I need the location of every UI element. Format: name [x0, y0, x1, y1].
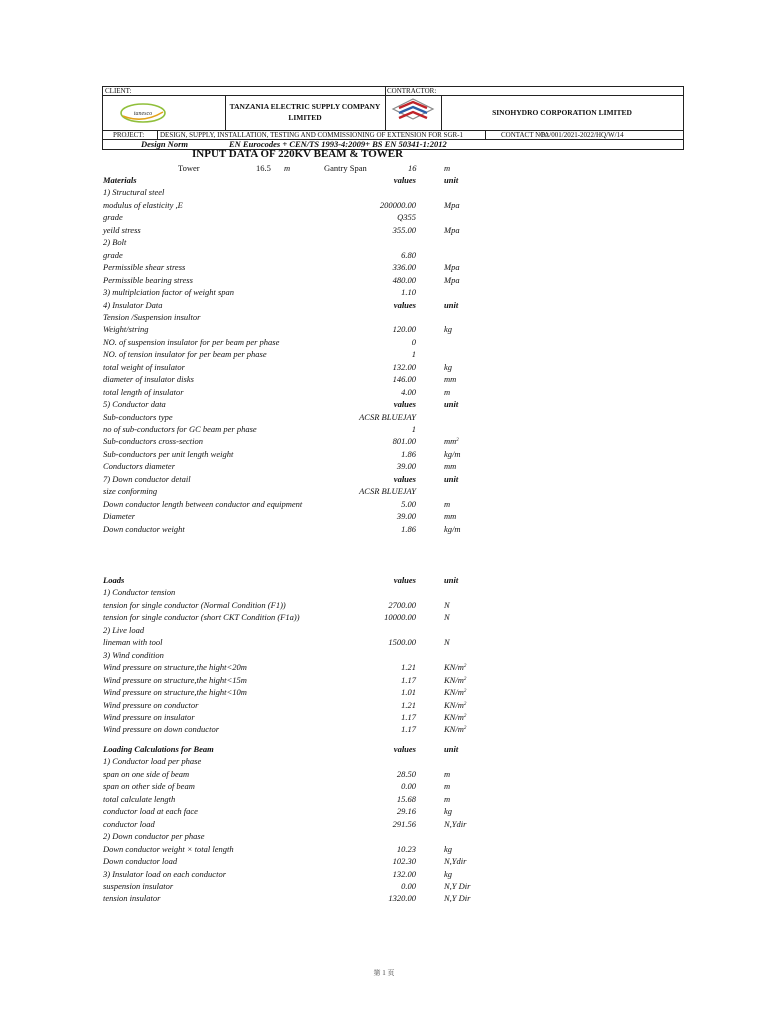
- divider: [103, 95, 683, 96]
- row-label: 2) Live load: [103, 624, 145, 635]
- row-value: 1.86: [401, 523, 416, 534]
- row-label: NO. of tension insulator for per beam per phase: [103, 349, 267, 360]
- row-unit: [444, 373, 456, 385]
- row-unit: [444, 261, 460, 273]
- row-value: Q355: [397, 212, 416, 223]
- unit-superscript: 2: [463, 676, 467, 682]
- row-unit-text: N,Ydir: [444, 818, 467, 829]
- row-unit-text: Mpa: [444, 274, 460, 285]
- row-value: 146.00: [392, 374, 416, 385]
- row-unit-text: mm: [444, 511, 457, 522]
- row-unit-text: mm: [444, 374, 457, 385]
- row-label: 5) Conductor data: [103, 399, 166, 410]
- row-label: Materials: [103, 175, 137, 185]
- row-value: 1.17: [401, 674, 416, 685]
- project-label: PROJECT:: [113, 131, 145, 139]
- row-unit-text: unit: [444, 473, 459, 484]
- unit-superscript: 2: [463, 726, 467, 732]
- row-unit-text: KN/m: [444, 674, 464, 685]
- row-unit: [444, 599, 450, 611]
- gantry-span-unit: m: [444, 163, 451, 173]
- row-unit-text: m: [444, 793, 451, 804]
- row-label: Wind pressure on structure,the hight<20m: [103, 662, 247, 673]
- row-label: total calculate length: [103, 793, 176, 804]
- row-unit-text: Mpa: [444, 199, 460, 210]
- row-label: Sub-conductors per unit length weight: [103, 448, 234, 459]
- row-unit-text: unit: [444, 299, 459, 310]
- row-unit-text: N: [444, 637, 450, 648]
- unit-superscript: 2: [456, 438, 459, 444]
- row-unit-text: KN/m: [444, 687, 464, 698]
- tower-value: 16.5: [256, 163, 271, 173]
- row-unit: [444, 793, 450, 805]
- row-value: 1.17: [401, 711, 416, 722]
- row-value: 10000.00: [384, 612, 416, 623]
- row-label: Down conductor weight × total length: [103, 843, 234, 854]
- row-value: ACSR BLUEJAY: [359, 486, 416, 497]
- row-unit: [444, 780, 450, 792]
- row-unit-text: unit: [444, 399, 459, 410]
- row-value: 0: [411, 336, 416, 347]
- row-label: conductor load at each face: [103, 806, 198, 817]
- row-label: Wind pressure on down conductor: [103, 724, 220, 735]
- row-unit: [444, 224, 460, 236]
- row-label: grade: [103, 249, 123, 260]
- row-label: Weight/string: [103, 324, 149, 335]
- row-unit-text: kg: [444, 806, 453, 817]
- row-value: 1.17: [401, 724, 416, 735]
- row-unit: [444, 674, 466, 686]
- row-unit-text: kg: [444, 843, 453, 854]
- row-label: Wind pressure on structure,the hight<10m: [103, 687, 247, 698]
- row-value: 4.00: [401, 386, 416, 397]
- row-unit: [444, 386, 450, 398]
- row-unit: [444, 892, 470, 904]
- row-value: 1: [411, 349, 416, 360]
- design-norm-label: Design Norm: [141, 139, 188, 149]
- row-value: 28.50: [396, 768, 416, 779]
- row-label: 2) Down conductor per phase: [103, 831, 205, 842]
- row-unit-text: m: [444, 498, 451, 509]
- project-text: DESIGN, SUPPLY, INSTALLATION, TESTING AND COMMISSIONING OF EXTENSION FOR SGR-1: [160, 131, 463, 139]
- row-label: diameter of insulator disks: [103, 374, 194, 385]
- row-value: 5.00: [401, 498, 416, 509]
- row-value: values: [393, 299, 416, 310]
- row-value: 1: [411, 424, 416, 434]
- row-label: Permissible bearing stress: [103, 274, 193, 285]
- tower-label: Tower: [178, 163, 200, 173]
- row-value: 39.00: [396, 461, 416, 472]
- row-label: 2) Bolt: [103, 237, 127, 248]
- row-unit-text: mm: [444, 436, 457, 447]
- row-label: Wind pressure on conductor: [103, 699, 199, 710]
- row-label: 4) Insulator Data: [103, 299, 163, 310]
- client-name: TANZANIA ELECTRIC SUPPLY COMPANY LIMITED: [229, 102, 381, 122]
- row-unit: [444, 843, 452, 855]
- row-value: 29.16: [396, 806, 416, 817]
- row-unit: [444, 510, 456, 522]
- row-value: 1.86: [401, 448, 416, 459]
- client-label: CLIENT:: [105, 87, 132, 95]
- row-label: span on other side of beam: [103, 781, 195, 792]
- row-label: Down conductor weight: [103, 523, 185, 534]
- row-unit-text: kg/m: [444, 448, 461, 459]
- row-value: 1320.00: [388, 893, 416, 904]
- unit-superscript: 2: [463, 713, 467, 719]
- row-value: 1.01: [401, 687, 416, 698]
- row-unit: [444, 299, 458, 311]
- row-unit-text: Mpa: [444, 224, 460, 235]
- row-label: Down conductor length between conductor and equipment: [103, 498, 303, 509]
- row-unit: [444, 661, 466, 673]
- row-unit: [444, 448, 461, 460]
- row-unit-text: mm: [444, 461, 457, 472]
- row-unit: [444, 880, 470, 892]
- row-label: total weight of insulator: [103, 361, 185, 372]
- unit-superscript: 2: [463, 664, 467, 670]
- row-value: 0.00: [401, 781, 416, 792]
- row-label: Wind pressure on structure,the hight<15m: [103, 674, 247, 685]
- row-label: Tension /Suspension insultor: [103, 311, 201, 322]
- row-label: 1) Structural steel: [103, 187, 165, 198]
- row-unit: [444, 323, 452, 335]
- row-unit-text: N: [444, 612, 450, 623]
- row-unit: [444, 611, 450, 623]
- tanesco-logo: [117, 100, 169, 126]
- row-value: 120.00: [392, 324, 416, 335]
- divider: [385, 87, 386, 130]
- row-label: 3) multiplciation factor of weight span: [103, 287, 235, 298]
- row-unit: [444, 498, 450, 510]
- row-unit-text: unit: [444, 744, 459, 754]
- row-unit-text: unit: [444, 575, 459, 585]
- row-unit: [444, 361, 452, 373]
- row-unit-text: KN/m: [444, 711, 464, 722]
- row-label: tension for single conductor (Normal Condition (F1)): [103, 599, 286, 610]
- row-value: 291.56: [392, 818, 416, 829]
- row-value: values: [393, 175, 416, 185]
- row-value: 1.21: [401, 662, 416, 673]
- gantry-span-value: 16: [408, 163, 417, 173]
- row-unit: [444, 743, 458, 755]
- row-unit: [444, 686, 466, 698]
- unit-superscript: 2: [463, 689, 467, 695]
- design-norm-value: EN Eurocodes + CEN/TS 1993-4:2009+ BS EN 50341-1:2012: [229, 139, 447, 149]
- row-unit-text: kg: [444, 868, 453, 879]
- row-unit-text: KN/m: [444, 724, 464, 735]
- row-label: size conforming: [103, 486, 158, 497]
- row-value: ACSR BLUEJAY: [359, 411, 416, 422]
- row-unit: [444, 174, 458, 186]
- row-unit: [444, 868, 452, 880]
- row-label: Permissible shear stress: [103, 262, 186, 273]
- row-label: no of sub-conductors for GC beam per phase: [103, 424, 257, 434]
- row-value: values: [393, 575, 416, 585]
- row-value: 1.10: [401, 287, 416, 298]
- row-unit: [444, 435, 459, 447]
- row-label: grade: [103, 212, 123, 223]
- row-value: 15.68: [396, 793, 416, 804]
- row-label: total length of insulator: [103, 386, 184, 397]
- row-unit: [444, 199, 460, 211]
- row-value: values: [393, 399, 416, 410]
- row-value: 39.00: [396, 511, 416, 522]
- row-label: Conductors diameter: [103, 461, 176, 472]
- row-unit-text: unit: [444, 175, 459, 185]
- row-label: Sub-conductors type: [103, 411, 173, 422]
- row-unit-text: m: [444, 768, 451, 779]
- row-unit-text: kg/m: [444, 523, 461, 534]
- row-unit-text: N,Y Dir: [444, 880, 471, 891]
- contact-number: PA/001/2021-2022/HQ/W/14: [541, 131, 624, 139]
- row-label: modulus of elasticity ,E: [103, 199, 183, 210]
- row-value: 200000.00: [379, 199, 416, 210]
- contact-label: CONTACT NO.:: [501, 131, 549, 139]
- row-unit-text: KN/m: [444, 699, 464, 710]
- row-unit: [444, 818, 466, 830]
- row-value: values: [393, 744, 416, 754]
- row-unit-text: kg: [444, 361, 453, 372]
- row-label: Down conductor load: [103, 856, 178, 867]
- row-value: 336.00: [392, 262, 416, 273]
- row-label: NO. of suspension insulator for per beam per phase: [103, 336, 280, 347]
- row-value: 0.00: [401, 880, 416, 891]
- row-unit: [444, 398, 458, 410]
- row-value: 2700.00: [388, 599, 416, 610]
- row-value: values: [393, 473, 416, 484]
- gantry-span-label: Gantry Span: [324, 163, 367, 173]
- unit-superscript: 2: [463, 701, 467, 707]
- row-label: tension insulator: [103, 893, 161, 904]
- contractor-label: CONTRACTOR:: [387, 87, 437, 95]
- row-value: 480.00: [392, 274, 416, 285]
- row-unit-text: Mpa: [444, 262, 460, 273]
- row-unit: [444, 523, 461, 535]
- row-value: 1500.00: [388, 637, 416, 648]
- row-label: Diameter: [103, 511, 136, 522]
- row-value: 132.00: [392, 361, 416, 372]
- row-value: 102.30: [392, 856, 416, 867]
- row-unit: [444, 574, 458, 586]
- row-unit-text: kg: [444, 324, 453, 335]
- row-value: 1.21: [401, 699, 416, 710]
- contractor-name: SINOHYDRO CORPORATION LIMITED: [492, 108, 632, 117]
- row-label: yeild stress: [103, 224, 141, 235]
- row-unit-text: N: [444, 599, 450, 610]
- page-title: INPUT DATA OF 220KV BEAM & TOWER: [192, 148, 404, 160]
- row-label: lineman with tool: [103, 637, 163, 648]
- row-label: Loads: [103, 575, 125, 585]
- row-label: suspension insulator: [103, 880, 174, 891]
- row-value: 6.80: [401, 249, 416, 260]
- row-unit: [444, 699, 466, 711]
- tower-unit: m: [284, 163, 291, 173]
- divider: [485, 130, 486, 139]
- row-label: Loading Calculations for Beam: [103, 744, 214, 754]
- header-table: [102, 86, 684, 150]
- row-unit: [444, 460, 456, 472]
- row-unit: [444, 768, 450, 780]
- row-unit: [444, 723, 466, 735]
- row-unit: [444, 636, 450, 648]
- row-unit-text: m: [444, 386, 451, 397]
- row-value: 355.00: [392, 224, 416, 235]
- row-label: conductor load: [103, 818, 155, 829]
- row-unit: [444, 805, 452, 817]
- svg-text:tanesco: tanesco: [133, 111, 153, 117]
- row-unit-text: m: [444, 781, 451, 792]
- divider: [157, 130, 158, 139]
- row-unit: [444, 711, 466, 723]
- row-unit: [444, 855, 466, 867]
- row-unit: [444, 274, 460, 286]
- row-label: Wind pressure on insulator: [103, 711, 195, 722]
- row-unit-text: N,Y Dir: [444, 893, 471, 904]
- row-label: Sub-conductors cross-section: [103, 436, 204, 447]
- row-label: tension for single conductor (short CKT Condition (F1a)): [103, 612, 300, 623]
- row-unit-text: KN/m: [444, 662, 464, 673]
- row-label: 1) Conductor load per phase: [103, 756, 202, 767]
- row-value: 10.23: [396, 843, 416, 854]
- row-label: 3) Insulator load on each conductor: [103, 868, 226, 879]
- row-label: 7) Down conductor detail: [103, 473, 191, 484]
- row-unit-text: N,Ydir: [444, 856, 467, 867]
- row-label: 3) Wind condition: [103, 649, 164, 660]
- row-label: span on one side of beam: [103, 768, 190, 779]
- page-footer: 第 1 页: [373, 969, 395, 977]
- sinohydro-logo: [389, 97, 437, 127]
- row-unit: [444, 473, 458, 485]
- row-value: 801.00: [392, 436, 416, 447]
- row-value: 132.00: [392, 868, 416, 879]
- row-label: 1) Conductor tension: [103, 587, 176, 598]
